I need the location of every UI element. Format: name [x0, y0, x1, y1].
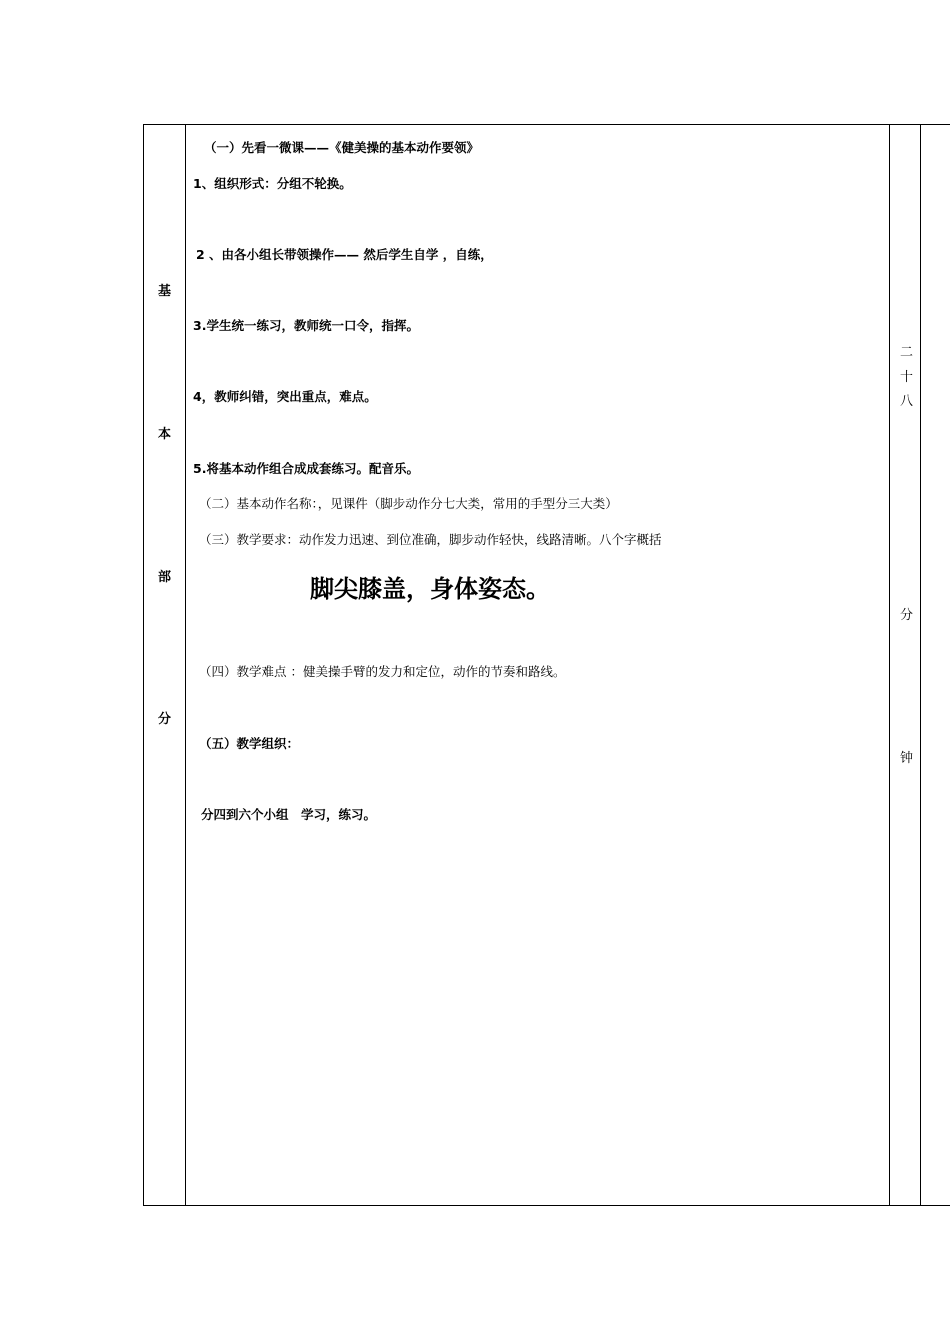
column-divider-time [889, 124, 890, 1206]
teaching-requirements: （三）教学要求：动作发力迅速、到位准确，脚步动作轻快，线路清晰。八个字概括 [199, 532, 662, 547]
section-label-char: 基 [158, 284, 172, 299]
organization-text: 分四到六个小组 学习，练习。 [201, 807, 377, 822]
micro-lesson-heading: （一）先看一微课——《健美操的基本动作要领》 [204, 140, 480, 155]
section-label-char: 部 [158, 570, 172, 585]
time-label-char: 分 [900, 608, 914, 623]
organization-heading: （五）教学组织： [199, 736, 300, 751]
time-label-char: 钟 [900, 751, 914, 766]
step-2: 2 、由各小组长带领操作—— 然后学生自学 ，自练， [196, 247, 493, 262]
column-divider-label [185, 124, 186, 1206]
table-bottom-border [143, 1205, 950, 1206]
time-label-char: 八 [900, 394, 914, 409]
movement-names: （二）基本动作名称：，见课件（脚步动作分七大类，常用的手型分三大类） [199, 496, 618, 511]
time-label-char: 十 [900, 370, 914, 385]
step-3: 3.学生统一练习，教师统一口令，指挥。 [193, 318, 419, 333]
section-label-char: 本 [158, 427, 172, 442]
section-label-char: 分 [158, 712, 172, 727]
step-5: 5.将基本动作组合成成套练习。配音乐。 [193, 461, 419, 476]
time-label-char: 二 [900, 345, 914, 360]
table-left-border [143, 124, 144, 1206]
step-4: 4，教师纠错，突出重点，难点。 [193, 389, 377, 404]
column-divider-right [920, 124, 921, 1206]
step-1: 1、组织形式：分组不轮换。 [193, 176, 352, 191]
teaching-difficulty: （四）教学难点 ：健美操手臂的发力和定位，动作的节奏和路线。 [199, 664, 566, 679]
table-top-border [143, 124, 950, 125]
eight-character-summary: 脚尖膝盖，身体姿态。 [310, 575, 550, 603]
